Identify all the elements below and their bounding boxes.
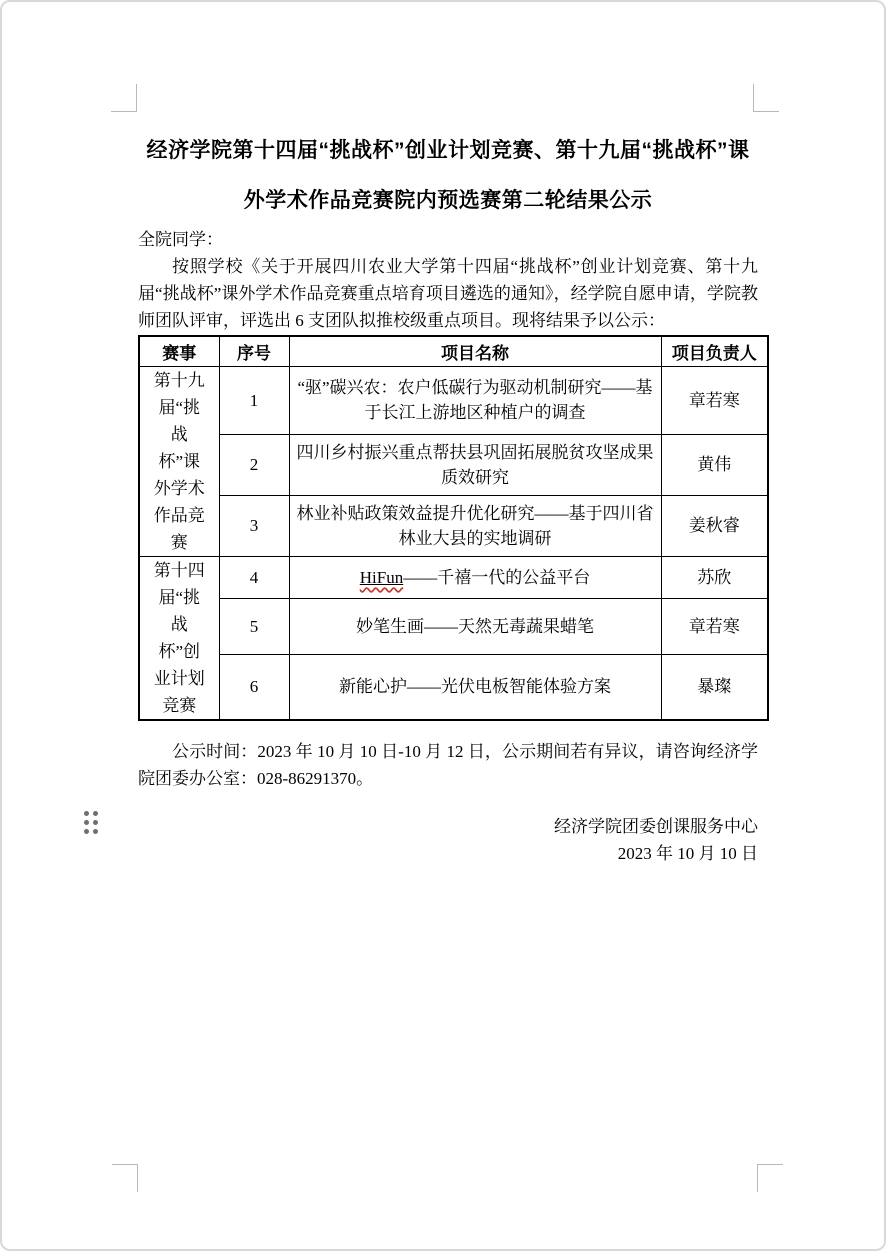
row-number-cell: 4 <box>219 556 289 598</box>
margin-crop-mark-top-left <box>111 84 137 112</box>
signature-block <box>138 813 758 867</box>
row-number-cell: 5 <box>219 598 289 654</box>
results-table <box>138 335 769 721</box>
leader-cell: 姜秋睿 <box>661 495 768 556</box>
project-name-cell: 四川乡村振兴重点帮扶县巩固拓展脱贫攻坚成果质效研究 <box>289 434 661 495</box>
drag-handle-icon[interactable] <box>84 811 98 834</box>
margin-crop-mark-bottom-right <box>757 1164 783 1192</box>
table-row <box>139 366 768 434</box>
row-number-cell: 6 <box>219 654 289 719</box>
project-name-rest: ——千禧一代的公益平台 <box>403 567 591 587</box>
project-name-cell <box>289 556 661 598</box>
leader-cell: 苏欣 <box>661 556 768 598</box>
table-row <box>139 495 768 556</box>
table-row <box>139 598 768 654</box>
project-name-cell: 妙笔生画——天然无毒蔬果蜡笔 <box>289 598 661 654</box>
table-header-row <box>139 336 768 366</box>
header-project-name: 项目名称 <box>289 336 661 366</box>
signature-org: 经济学院团委创课服务中心 <box>554 816 758 836</box>
project-name-cell: 林业补贴政策效益提升优化研究——基于四川省林业大县的实地调研 <box>289 495 661 556</box>
intro-paragraph: 按照学校《关于开展四川农业大学第十四届“挑战杯”创业计划竞赛、第十九届“挑战杯”课外学术作品竞赛重点培育项目遴选的通知》，经学院自愿申请，学院教师团队评审，评选出 6 支团队拟推校级重点项目。现将结果予以公示： <box>138 257 758 330</box>
misspelled-word: HiFun <box>359 567 404 587</box>
table-row <box>139 654 768 719</box>
row-number-cell: 2 <box>219 434 289 495</box>
project-name-cell: 新能心护——光伏电板智能体验方案 <box>289 654 661 719</box>
signature-date: 2023 年 10 月 10 日 <box>617 843 758 863</box>
table-row <box>139 556 768 598</box>
event-cell: 第十四届“挑战杯”创业计划竞赛 <box>139 556 219 720</box>
table-row <box>139 434 768 495</box>
event-cell: 第十九届“挑战杯”课外学术作品竞赛 <box>139 366 219 556</box>
salutation: 全院同学： <box>138 230 223 249</box>
margin-crop-mark-bottom-left <box>112 1164 138 1192</box>
row-number-cell: 1 <box>219 366 289 434</box>
leader-cell: 章若寒 <box>661 598 768 654</box>
page-title-line-1: 经济学院第十四届“挑战杯”创业计划竞赛、第十九届“挑战杯”课 <box>146 139 750 162</box>
leader-cell: 章若寒 <box>661 366 768 434</box>
row-number-cell: 3 <box>219 495 289 556</box>
leader-cell: 暴璨 <box>661 654 768 719</box>
project-name-cell: “驱”碳兴农：农户低碳行为驱动机制研究——基于长江上游地区种植户的调查 <box>289 366 661 434</box>
closing-paragraph: 公示时间：2023 年 10 月 10 日-10 月 12 日，公示期间若有异议，请咨询经济学院团委办公室：028-86291370。 <box>138 741 758 788</box>
header-number: 序号 <box>219 336 289 366</box>
header-leader: 项目负责人 <box>661 336 768 366</box>
page-title-line-2: 外学术作品竞赛院内预选赛第二轮结果公示 <box>243 189 653 212</box>
page-title <box>138 126 758 226</box>
leader-cell: 黄伟 <box>661 434 768 495</box>
header-event: 赛事 <box>139 336 219 366</box>
document-content <box>138 2 758 867</box>
